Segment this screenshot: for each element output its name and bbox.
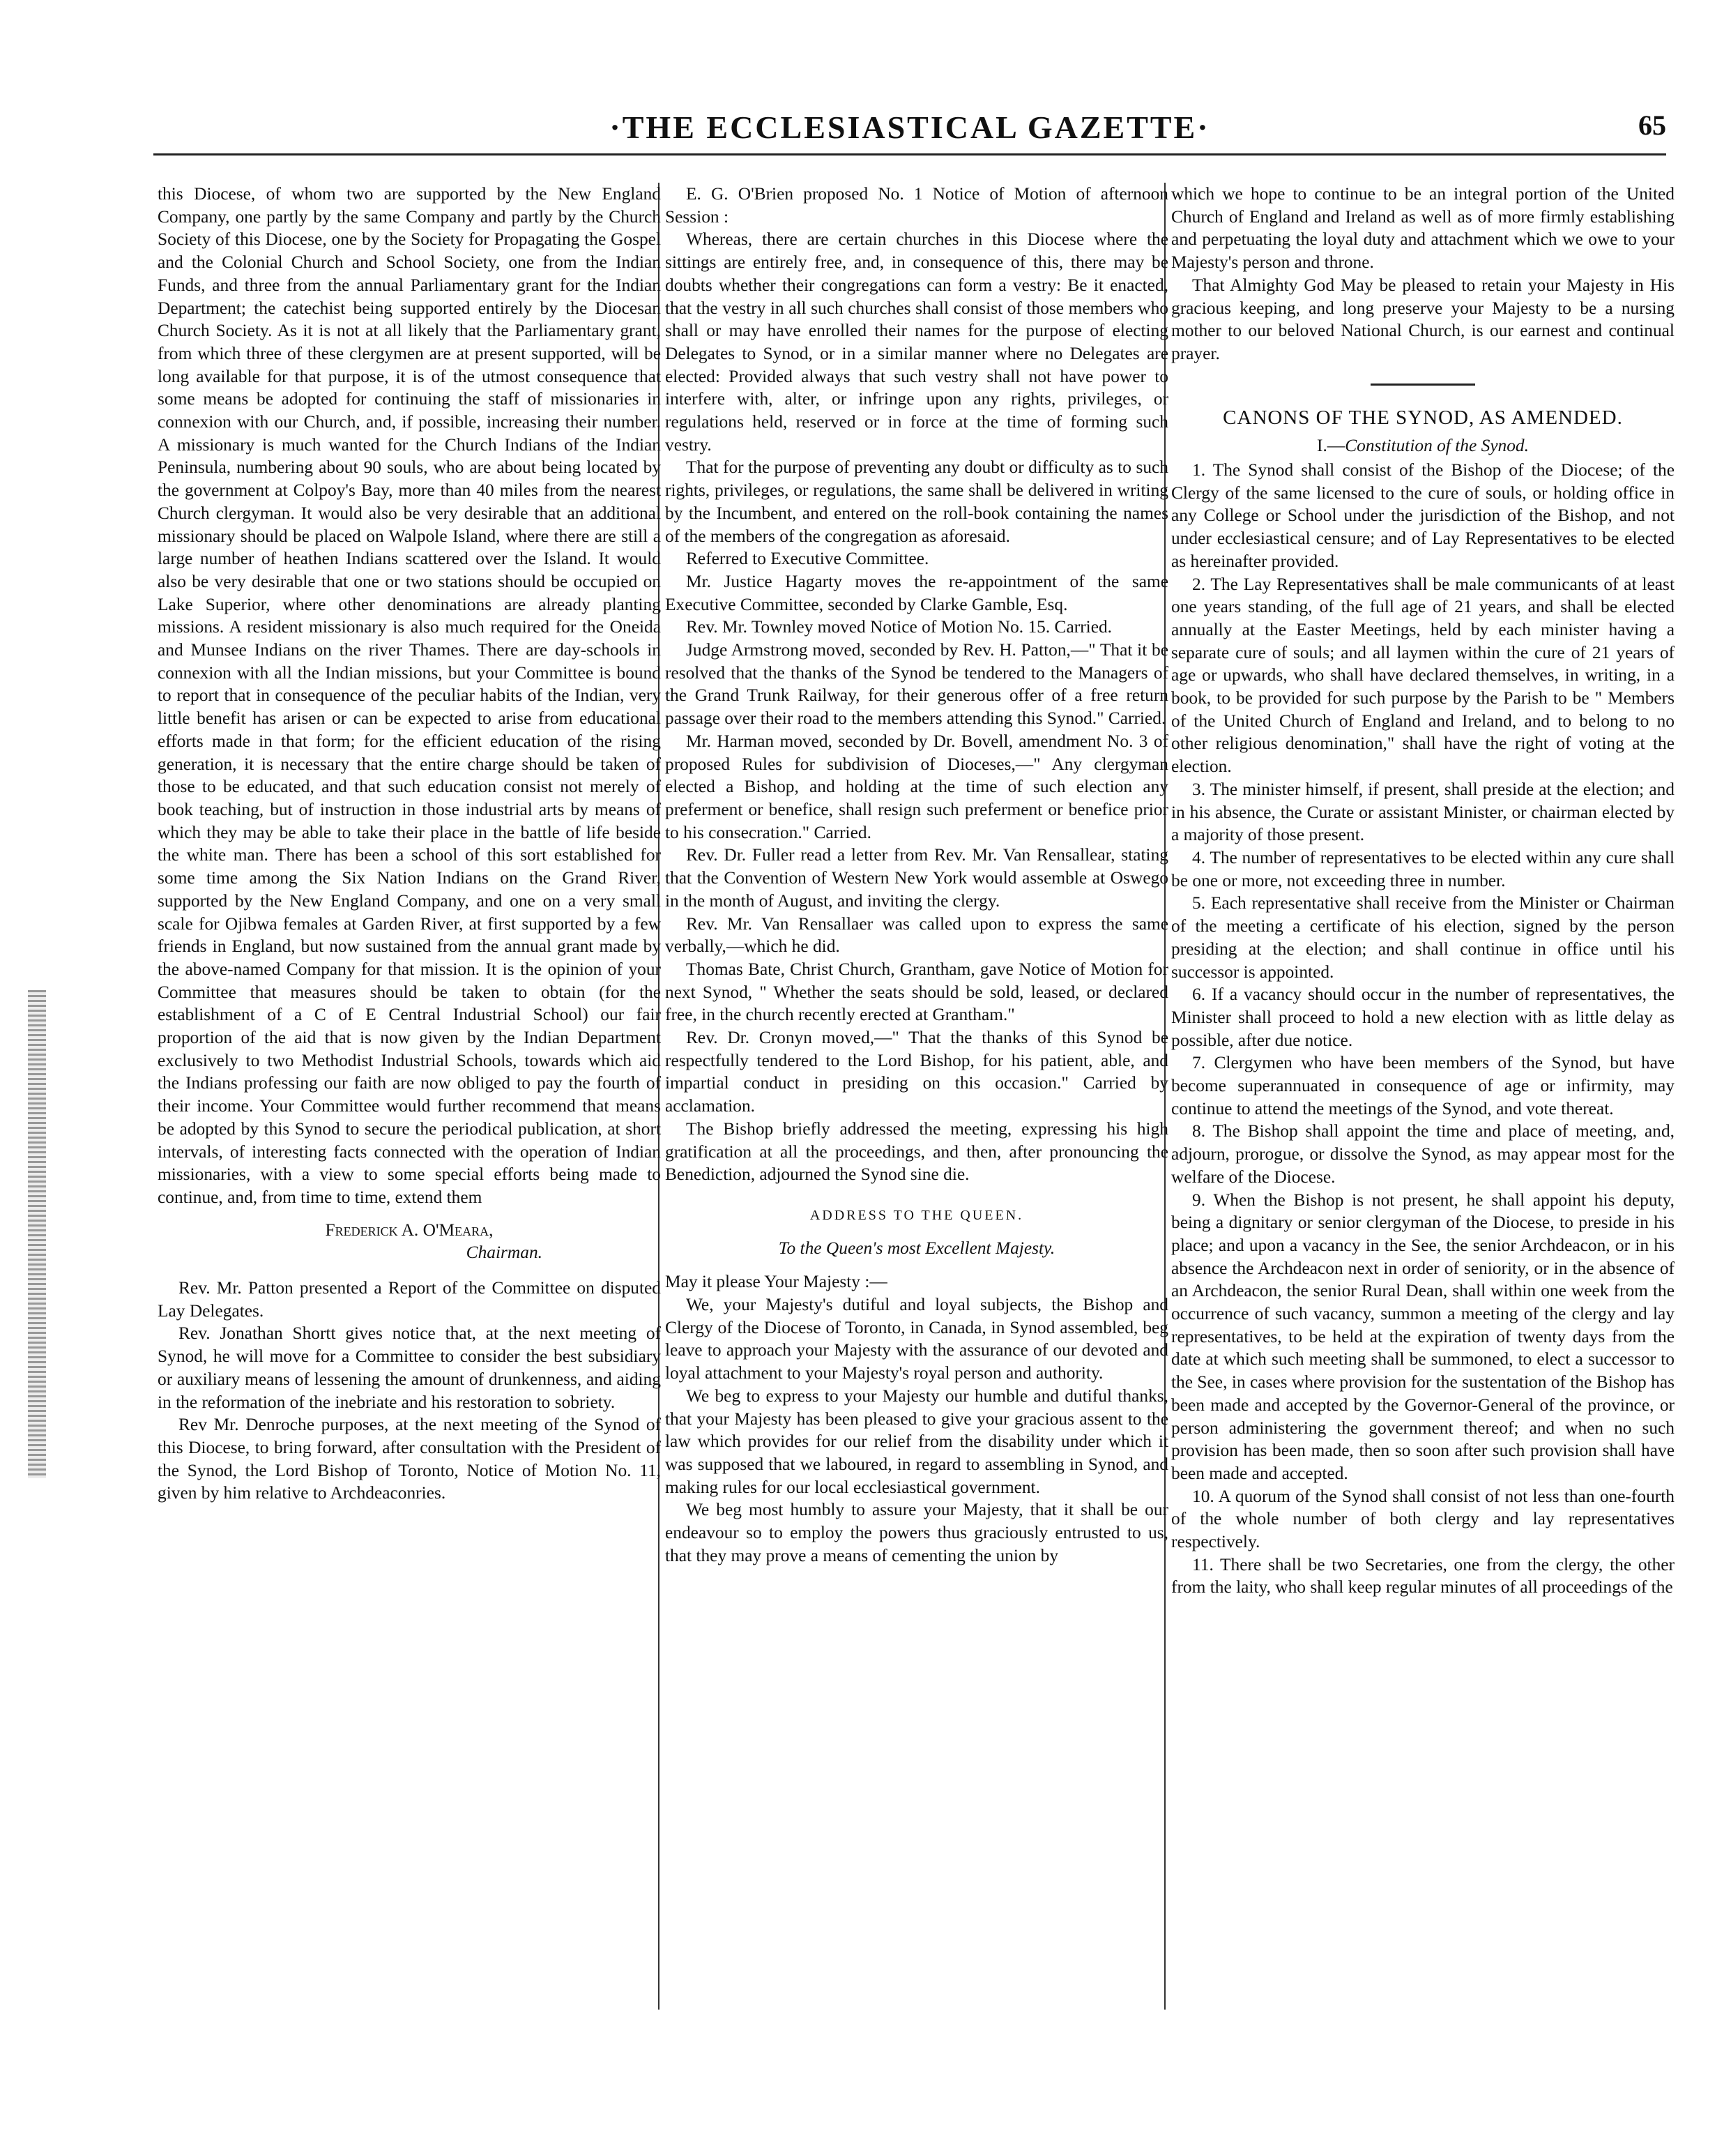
paragraph: Rev. Mr. Van Rensallaer was called upon to express the same verbally,—which he did. (665, 913, 1168, 957)
address-heading: ADDRESS TO THE QUEEN. (809, 1207, 1024, 1223)
paragraph: Rev. Mr. Patton presented a Report of the Committee on disputed Lay Delegates. (158, 1278, 661, 1321)
canon-9: 9. When the Bishop is not present, he shall appoint his deputy, being a dignitary or senior clergyman of the Diocese, to preside in his place; and upon a vacancy in the See, the senior Archdeacon, or in his absence the Archdeacon next in order of seniority, or in the absence of an Archdeacon, the senior Rural Dean, shall within one week from the occurrence of such vacancy, summon a meeting of the clergy and lay representatives, to be held at the expiration of twenty days from the date at which such meeting shall be summoned, to elect a successor to the See, in cases where provision for the sustentation of the Bishop has been made and accepted by the Governor-General of the province, or person administering the government thereof; and when no such provision has been made, then so soon after such provision shall have been made and accepted. (1171, 1190, 1675, 1483)
paragraph: We, your Majesty's dutiful and loyal subjects, the Bishop and Clergy of the Diocese of Toronto, in Canada, in Synod assembled, beg leave to approach your Majesty with the assurance of our devoted and loyal attachment to your Majesty's royal person and authority. (665, 1295, 1168, 1383)
paragraph: E. G. O'Brien proposed No. 1 Notice of Motion of afternoon Session : (665, 184, 1168, 227)
paragraph: Rev. Dr. Cronyn moved,—" That the thanks of this Synod be respectfully tendered to the Lord Bishop, for his patient, able, and impartial conduct in presiding on this occasion." Carried by acclamation. (665, 1028, 1168, 1116)
canon-6: 6. If a vacancy should occur in the number of representatives, the Minister shall proceed to hold a new election with as little delay as possible, after due notice. (1171, 985, 1675, 1050)
signature-name: Frederick A. O'Meara, (325, 1220, 494, 1240)
paragraph: May it please Your Majesty :— (665, 1272, 887, 1292)
canon-2: 2. The Lay Representatives shall be male communicants of at least one years standing, of the full age of 21 years, and shall be elected annually at the Easter Meetings, held by each minister having a separate cure of souls; and all laymen within the cure of 21 years of age or upwards, who shall have declared themselves, in writing, in a book, to be provided for such purpose by the Parish to be " Members of the United Church of England and Ireland, and to belong to no other religious denomination," shall have the right of voting at the election. (1171, 574, 1675, 777)
paragraph: which we hope to continue to be an integral portion of the United Church of England and Ireland as well as of more firmly establishing and perpetuating the loyal duty and attachment which we owe to your Majesty's person and throne. (1171, 184, 1675, 273)
address-salutation: To the Queen's most Excellent Majesty. (778, 1238, 1055, 1258)
paragraph: Mr. Harman moved, seconded by Dr. Bovell, amendment No. 3 of proposed Rules for subdivision of Dioceses,—" Any clergyman elected a Bishop, and holding at the time of such election any preferment or benefice, shall resign such preferment or benefice prior to his consecration." Carried. (665, 731, 1168, 842)
canon-8: 8. The Bishop shall appoint the time and place of meeting, and, adjourn, prorogue, or dissolve the Synod, as may appear most for the welfare of the Diocese. (1171, 1121, 1675, 1187)
paragraph: That for the purpose of preventing any doubt or difficulty as to such rights, privileges, or regulations, the same shall be delivered in writing by the Incumbent, and entered on the roll-book containing the names of the members of the congregation as aforesaid. (665, 457, 1168, 546)
paragraph: Rev. Dr. Fuller read a letter from Rev. Mr. Van Rensallear, stating that the Convention of Western New York would assemble at Oswego in the month of August, and inviting the clergy. (665, 845, 1168, 911)
paragraph: Judge Armstrong moved, seconded by Rev. H. Patton,—" That it be resolved that the thanks of the Synod be tendered to the Managers of the Grand Trunk Railway, for their generous offer of a free return passage over their road to the members attending this Synod." Carried. (665, 640, 1168, 729)
publication-title: ·THE ECCLESIASTICAL GAZETTE· (609, 109, 1210, 145)
paragraph: Referred to Executive Committee. (686, 549, 929, 569)
column-3 (1171, 183, 1675, 1599)
paragraph: Thomas Bate, Christ Church, Grantham, gave Notice of Motion for next Synod, " Whether the seats should be sold, leased, or declared free, in the church recently erected at Grantham." (665, 959, 1168, 1025)
paragraph: That Almighty God May be pleased to retain your Majesty in His gracious keeping, and long preserve your Majesty to be a nursing mother to our beloved National Church, is our earnest and continual prayer. (1171, 275, 1675, 363)
signature-title: Chairman. (466, 1243, 542, 1263)
canon-5: 5. Each representative shall receive from the Minister or Chairman of the meeting a certificate of his election, signed by the person presiding at the election; and shall continue in office until his successor is appointed. (1171, 893, 1675, 982)
paragraph: Mr. Justice Hagarty moves the re-appointment of the same Executive Committee, seconded by Clarke Gamble, Esq. (665, 571, 1168, 614)
canon-11: 11. There shall be two Secretaries, one from the clergy, the other from the laity, who shall keep regular minutes of all proceedings of the (1171, 1554, 1675, 1597)
page-number: 65 (1638, 109, 1666, 141)
paragraph: We beg most humbly to assure your Majesty, that it shall be our endeavour so to employ the powers thus graciously entrusted to us, that they may prove a means of cementing the union by (665, 1500, 1168, 1565)
column-2 (665, 183, 1168, 1567)
masthead (153, 105, 1666, 155)
column-1 (158, 183, 661, 1505)
section-title: Constitution of the Synod. (1345, 436, 1529, 456)
canon-10: 10. A quorum of the Synod shall consist of not less than one-fourth of the whole number of both clergy and lay representatives respectively. (1171, 1486, 1675, 1552)
canon-7: 7. Clergymen who have been members of the Synod, but have become superannuated in consequence of age or infirmity, may continue to attend the meetings of the Synod, and vote thereat. (1171, 1053, 1675, 1118)
canon-4: 4. The number of representatives to be elected within any cure shall be one or more, not exceeding three in number. (1171, 847, 1675, 890)
paragraph: The Bishop briefly addressed the meeting, expressing his high gratification at all the proceedings, and then, after pronouncing the Benediction, adjourned the Synod sine die. (665, 1118, 1168, 1185)
canon-1: 1. The Synod shall consist of the Bishop of the Diocese; of the Clergy of the same licensed to the cure of souls, or holding office in any College or School under the jurisdiction of the Bishop, and not under ecclesiastical censure; and of Lay Representatives to be elected as hereinafter provided. (1171, 460, 1675, 571)
page-binding-edge (28, 990, 46, 1478)
committee-report-continued: this Diocese, of whom two are supported by the New England Company, one partly by the same Company and partly by the Church Society of this Diocese, one by the Society for Propagating the Gospel and the Colonial Church and School Society, one from the Indian Funds, and three from the annual Parliamentary grant for the Indian Department; the catechist being supported entirely by the Diocesan Church Society. As it is not at all likely that the Parliamentary grant, from which three of these clergymen are at present supported, will be long available for that purpose, it is of the utmost consequence that some means be adopted for continuing the staff of missionaries in connexion with our Church, and, if possible, increasing their number. A missionary is much wanted for the Church Indians of the Indian Peninsula, numbering about 90 souls, who are about being located by the government at Colpoy's Bay, more than 40 miles from the nearest Church clergyman. It would also be very desirable that an additional missionary should be placed on Walpole Island, where there are still a large number of heathen Indians scattered over the Island. It would also be very desirable that one or two stations should be occupied on Lake Superior, where other denominations are already planting missions. A resident missionary is also much required for the Oneida and Munsee Indians on the river Thames. There are day-schools in connexion with all the Indian missions, but your Committee is bound to report that in consequence of the peculiar habits of the Indian, very little benefit has arisen or can be expected to arise from educational efforts made in that form; for the efficient education of the rising generation, it is necessary that the entire charge should be taken of those to be educated, and that such education consist not merely of book teaching, but of instruction in those industrial arts by means of which they may be able to take their place in the battle of life beside the white man. There has been a school of this sort established for some time among the Six Nation Indians on the Grand River, supported by the New England Company, and one on a very small scale for Ojibwa females at Garden River, at first supported by a few friends in England, but now sustained from the annual grant made by the above-named Company for that mission. It is the opinion of your Committee that measures should be taken to obtain (for the establishment of a C of E Central Industrial School) our fair proportion of the aid that is now given by the Indian Department exclusively to two Methodist Industrial Schools, towards which aid the Indians professing our faith are now obliged to pay the fourth of their income. Your Committee would further recommend that means be adopted by this Synod to secure the periodical publication, at short intervals, of interesting facts connected with the operation of Indian missionaries, with a view to some special efforts being made to continue, and, from time to time, extend them (158, 184, 661, 1207)
canons-heading: CANONS OF THE SYNOD, AS AMENDED. (1223, 406, 1623, 429)
section-number: I.— (1317, 436, 1345, 456)
paragraph: Whereas, there are certain churches in this Diocese where the sittings are entirely free, and, in consequence of this, there may be doubts whether their congregations can form a vestry: Be it enacted, that the vestry in all such churches shall consist of those members who shall or may have enrolled their names for the purpose of electing Delegates to Synod, or in a similar manner where no Delegates are elected: Provided always that such vestry shall not have power to interfere with, alter, or infringe upon any rights, privileges, or regulations held, reserved or in force at the time of forming such vestry. (665, 229, 1168, 455)
section-subheading (1171, 434, 1675, 457)
paragraph: Rev. Mr. Townley moved Notice of Motion No. 15. Carried. (686, 617, 1113, 637)
section-divider (1371, 384, 1475, 386)
paragraph: Rev Mr. Denroche purposes, at the next meeting of the Synod of this Diocese, to bring forward, after consultation with the President of the Synod, the Lord Bishop of Toronto, Notice of Motion No. 11, given by him relative to Archdeaconries. (158, 1415, 661, 1503)
canon-3: 3. The minister himself, if present, shall preside at the election; and in his absence, the Curate or assistant Minister, or chairman elected by a majority of those present. (1171, 779, 1675, 845)
paragraph: We beg to express to your Majesty our humble and dutiful thanks, that your Majesty has been pleased to give your gracious assent to the law which provides for our relief from the disability under which it was supposed that we laboured, in regard to assembling in Synod, and making rules for our local ecclesiastical government. (665, 1386, 1168, 1497)
paragraph: Rev. Jonathan Shortt gives notice that, at the next meeting of Synod, he will move for a Committee to consider the best subsidiary or auxiliary means of lessening the amount of drunkenness, and aiding in the reformation of the inebriate and his restoration to sobriety. (158, 1323, 661, 1412)
